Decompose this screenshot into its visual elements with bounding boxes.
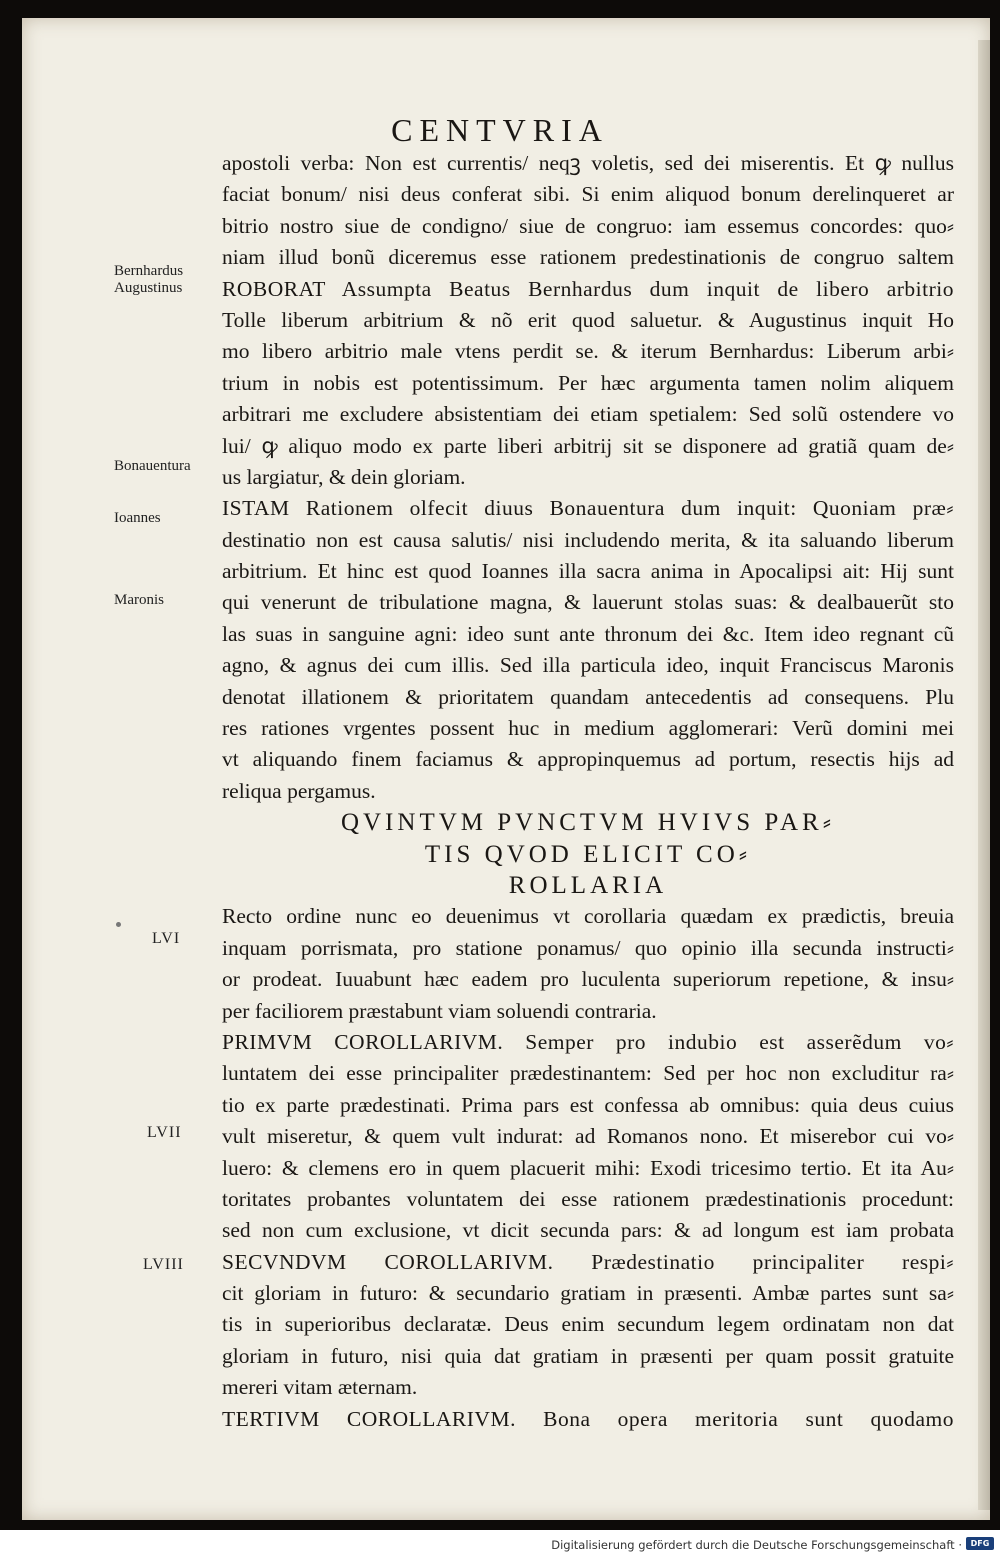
text-line: qui venerunt de tribulatione magna, & lauerunt stolas suas: & dealbauerũt sto	[222, 590, 954, 615]
text-line: Recto ordine nunc eo deuenimus vt corollaria quædam ex prædictis, breuia	[222, 904, 954, 929]
margin-note-augustinus: Augustinus	[114, 280, 183, 296]
text-line: arbitrari me excludere absistentiam dei etiam spetialem: Sed solũ ostendere vo	[222, 402, 954, 427]
running-title: CENTVRIA	[391, 112, 609, 148]
text-line: bitrio nostro siue de condigno/ siue de congruo: iam essemus concordes: quo⸗	[222, 213, 954, 238]
text-line: tio ex parte prædestinati. Prima pars est confessa ab omnibus: quia deus cuius	[222, 1092, 954, 1117]
text-line: sed non cum exclusione, vt dicit secunda pars: & ad longum est iam probata	[222, 1218, 954, 1243]
text-line: gloriam in futuro, nisi quia dat gratiam in præsenti per quam possit gratuite	[222, 1343, 954, 1368]
corollary-heading-line: SECVNDVM COROLLARIVM. Prædestinatio principaliter respi⸗	[222, 1249, 954, 1274]
text-line: or prodeat. Iuuabunt hæc eadem pro luculenta superiorum repetione, & insu⸗	[222, 967, 954, 992]
margin-note-bonauentura: Bonauentura	[114, 458, 191, 474]
text-line: niam illud bonũ diceremus esse rationem predestinationis de congruo saltem	[222, 245, 954, 270]
text-line: tis in superioribus declaratæ. Deus enim secundum legem ordinatam non dat	[222, 1312, 954, 1337]
margin-note-maronis: Maronis	[114, 592, 164, 608]
margin-number-lvi: LVI	[152, 930, 181, 947]
margin-note-bernhardus: Bernhardus	[114, 263, 184, 279]
footer-bar	[0, 1530, 1000, 1558]
section-heading-line: QVINTVM PVNCTVM HVIVS PAR⸗	[340, 809, 836, 837]
text-line: las suas in sanguine agni: ideo sunt ante thronum dei &c. Item ideo regnant cũ	[222, 621, 954, 646]
margin-number-lviii: LVIII	[143, 1256, 184, 1273]
text-line: mereri vitam æternam.	[222, 1375, 418, 1400]
margin-note-ioannes: Ioannes	[114, 510, 161, 526]
text-line: vult miseretur, & quem vult indurat: ad Romanos nono. Et miserebor cui vo⸗	[222, 1124, 954, 1149]
text-line: reliqua pergamus.	[222, 778, 376, 803]
text-line: lui/ ꝙ aliquo modo ex parte liberi arbitrij sit se disponere ad gratiã quam de⸗	[222, 433, 954, 458]
text-line: vt aliquando finem faciamus & appropinquemus ad portum, resectis hijs ad	[222, 747, 954, 772]
text-line: per faciliorem præstabunt viam soluendi contraria.	[222, 998, 657, 1023]
body-text	[222, 148, 954, 1435]
text-line: mo libero arbitrio male vtens perdit se. & iterum Bernhardus: Liberum arbi⸗	[222, 339, 954, 364]
text-line: destinatio non est causa salutis/ nisi includendo merita, & ita saluando liberum	[222, 527, 954, 552]
page-edge	[978, 40, 990, 1510]
text-line: denotat illationem & prioritatem quandam antecedentis ad consequens. Plu	[222, 684, 954, 709]
funding-credit: Digitalisierung gefördert durch die Deutsche Forschungsgemeinschaft ·	[551, 1538, 962, 1552]
corollary-heading-line: TERTIVM COROLLARIVM. Bona opera meritoria sunt quodamo	[222, 1406, 954, 1431]
text-line: arbitrium. Et hinc est quod Ioannes illa sacra anima in Apocalipsi ait: Hij sunt	[222, 559, 954, 584]
section-heading-line: TIS QVOD ELICIT CO⸗	[424, 840, 752, 868]
text-line: faciat bonum/ nisi deus conferat sibi. Si enim aliquod bonum derelinqueret ar	[222, 182, 954, 207]
text-line: inquam porrismata, pro statione ponamus/ quo opinio illa secunda instructi⸗	[222, 935, 954, 960]
section-heading-line: ROLLARIA	[508, 871, 668, 899]
text-line: luero: & clemens ero in quem placuerit mihi: Exodi tricesimo tertio. Et ita Au⸗	[222, 1155, 954, 1180]
text-line: apostoli verba: Non est currentis/ neqꝫ voletis, sed dei miserentis. Et ꝙ nullus	[222, 151, 954, 175]
text-line: ROBORAT Assumpta Beatus Bernhardus dum inquit de libero arbitrio	[222, 276, 954, 301]
margin-number-lvii: LVII	[147, 1124, 182, 1141]
text-line: toritates probantes voluntatem dei esse rationem prædestinationis procedunt:	[222, 1186, 954, 1211]
text-line: trium in nobis est potentissimum. Per hæc argumenta tamen nolim aliquem	[222, 370, 954, 395]
corollary-heading-line: PRIMVM COROLLARIVM. Semper pro indubio est asserẽdum vo⸗	[222, 1029, 954, 1054]
text-line: luntatem dei esse principaliter prædestinantem: Sed per hoc non excluditur ra⸗	[222, 1061, 954, 1086]
text-line: agno, & agnus dei cum illis. Sed illa particula ideo, inquit Franciscus Maronis	[222, 653, 954, 678]
text-line: Tolle liberum arbitrium & nõ erit quod saluetur. & Augustinus inquit Ho	[222, 307, 954, 332]
text-line: ISTAM Rationem olfecit diuus Bonauentura dum inquit: Quoniam præ⸗	[222, 496, 954, 521]
dfg-logo: DFG	[966, 1537, 994, 1550]
ink-speck	[116, 922, 121, 927]
text-line: us largiatur, & dein gloriam.	[222, 464, 466, 489]
text-line: cit gloriam in futuro: & secundario gratiam in præsenti. Ambæ partes sunt sa⸗	[222, 1281, 954, 1306]
text-line: res rationes vrgentes possent huc in medium agglomerari: Verũ domini mei	[222, 716, 954, 741]
